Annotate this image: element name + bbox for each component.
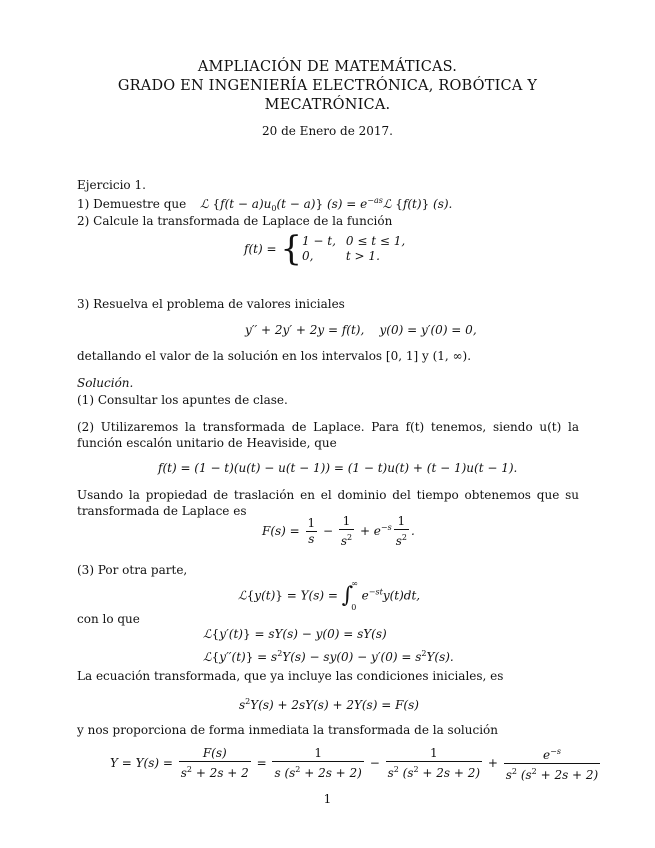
page-number: 1 [323,792,332,806]
document-title [0,58,655,115]
case-1-condition: 0 ≤ t ≤ 1, [345,234,406,248]
title-line-1: AMPLIACIÓN DE MATEMÁTICAS. [197,59,458,75]
document-date: 20 de Enero de 2017. [262,124,393,138]
title-line-3: MECATRÓNICA. [264,97,391,113]
piecewise-function: f(t) = { 1 − t, 0 ≤ t ≤ 1, 0, t > 1. [244,234,415,264]
laplace-shift-identity: ℒ $\{f(t - a)u_0(t - a)\}$ $(s) = e^{-as}ℒ$ {f(t)} (s). [200,196,453,213]
exercise-detail: detallando el valor de la solución en los intervalos [0, 1] y (1, ∞). [77,349,472,363]
solution-transform: Y = Y(s) = $\frac{F(s)}{s^2 + 2s + 2}$ = $\frac{1}{s (s^2 + 2s + 2)}$ − $\frac{1}{s^2 (s^2 + 2s + 2)}$ + $\frac{e^{-s}}{s^2 (s^2 + 2s + 2)}$ [110,746,599,782]
exercise-part-3: 3) Resuelva el problema de valores iniciales [77,297,345,311]
part-1-text: 1) Demuestre que [77,197,187,211]
title-line-2: GRADO EN INGENIERÍA ELECTRÓNICA, ROBÓTICA Y [117,78,538,94]
solution-part-1: (1) Consultar los apuntes de clase. [77,393,288,407]
solution-translation-text: Usando la propiedad de traslación en el dominio del tiempo obtenemos que su transformada de Laplace es [77,488,579,518]
solution-transformed-text: La ecuación transformada, que ya incluye las condiciones iniciales, es [77,669,504,683]
derivative-transform-1: ℒ{y′(t)} = sY(s) − y(0) = sY(s) [203,627,387,641]
exercise-heading: Ejercicio 1. [77,178,146,192]
solution-label: Solución. [77,376,134,390]
derivative-transform-2: ℒ{y′′(t)} = $s^2Y(s) - sy(0) - y'(0) = s^2Y(s)$. [203,649,454,664]
exercise-part-2: 2) Calcule la transformada de Laplace de la función [77,214,393,228]
solution-part-2: (2) Utilizaremos la transformada de Laplace. Para f(t) tenemos, siendo u(t) la función escalón unitario de Heaviside, que [77,420,579,450]
solution-part-3: (3) Por otra parte, [77,563,188,577]
heaviside-expression: f(t) = (1 − t)(u(t) − u(t − 1)) = (1 − t)u(t) + (t − 1)u(t − 1). [158,461,518,475]
laplace-result: F(s) = $\frac{1}{s}$ − $\frac{1}{s^2}$ + $e^{-s}$ $\frac{1}{s^2}$ . [262,514,415,548]
laplace-definition: ℒ{y(t)} = Y(s) = ∫∞ 0 $e^{-st}y(t)dt$, [238,579,421,612]
case-1-value: 1 − t, [301,234,336,248]
solution-immediate-text: y nos proporciona de forma inmediata la transformada de la solución [77,723,499,737]
case-2-value: 0, [301,249,314,263]
solution-with-text: con lo que [77,612,140,626]
case-2-condition: t > 1. [345,249,380,263]
ivp-equation: y′′ + 2y′ + 2y = f(t), y(0) = y′(0) = 0, [245,323,477,337]
transformed-equation: $s^2Y(s) + 2sY(s) + 2Y(s) = F(s)$ [239,697,419,712]
